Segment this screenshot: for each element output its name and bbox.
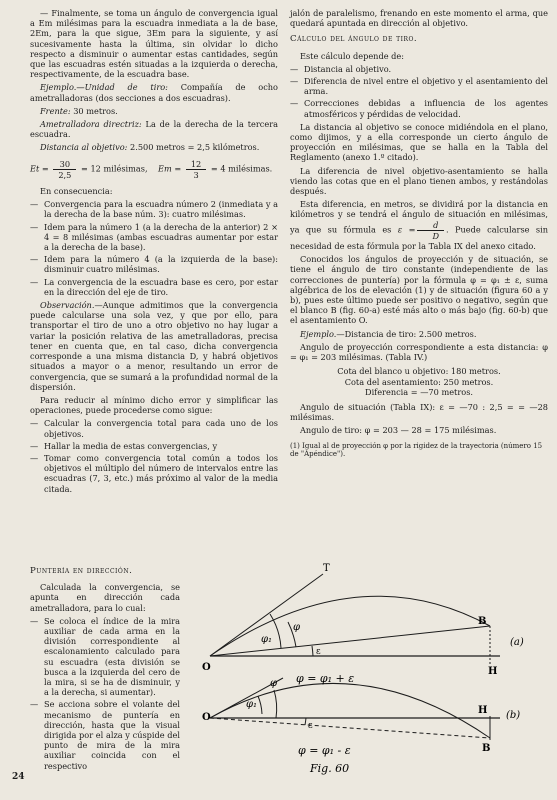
observacion-label: Observación.: [40, 300, 95, 311]
fig-a-label-T: T: [323, 563, 330, 574]
fig-b-label-B: B: [482, 743, 491, 754]
fig-a-label-H: H: [488, 666, 498, 677]
list-item: — Idem para la número 4 (a la izquierda de la base): disminuir cuatro milésimas.: [30, 254, 278, 274]
situacion-text-a: Esta diferencia, en metros, se dividirá por la distancia en kilómetros y se tendrá el ángulo de situación en milésimas, ya que su fórmula es: [290, 199, 548, 235]
fig-b-tag: (b): [506, 710, 521, 721]
punteria-paragraph: Calculada la convergencia, se apunta en dirección cada ametralladora, para lo cual:: [30, 582, 180, 613]
example-label: Ejemplo.: [40, 82, 77, 93]
list-item: — Idem para la número 1 (a la derecha de la anterior) 2 × 4 = 8 milésimas (ambas escuadras aumentar por estar a la derecha de la base).: [30, 222, 278, 253]
fig-a-label-B: B: [478, 616, 487, 627]
cota-diferencia: Diferencia = —70 metros.: [365, 386, 473, 397]
distancia-paragraph: La distancia al objetivo se conoce midiéndola en el plano, como dijimos, y a ella corresponde un cierto ángulo de proyección en milésimas, que se halla en la Tabla del Reglamento (anexo 1.º citado).: [290, 121, 548, 163]
section-title-punteria: Puntería en dirección.: [30, 566, 133, 576]
page-number: 24: [12, 772, 25, 782]
depende-line: Este cálculo depende de:: [300, 50, 404, 61]
fig-b-label-O: O: [202, 712, 211, 723]
fig-b-arc-phi: [258, 696, 262, 714]
example-right: [290, 329, 548, 339]
unidad-text: Compañía de ocho ametralladoras (dos secciones a dos escuadras).: [30, 82, 278, 103]
distancia-line: [30, 142, 278, 152]
example-unidad: [30, 82, 278, 102]
fig-b-line-of-site: [210, 718, 490, 738]
eq1-fraction: [53, 159, 76, 180]
right-column: [290, 8, 548, 459]
equation-et-em: [30, 159, 278, 180]
list-item: — Calcular la convergencia total para cada uno de los objetivos.: [30, 418, 278, 438]
fig-b-trajectory: [210, 683, 490, 738]
angulos-paragraph: Conocidos los ángulos de proyección y de situación, se tiene el ángulo de tiro constante (independiente de las correcciones de puntería) por la fórmula φ = φ₁ ± ε, suma algébrica de los de elevación (1) y de situación (figura 60 a y b), pues este último puede ser positivo o negativo, según que el blanco B (fig. 60-a) esté más alto o más bajo (fig. 60-b) que el asentamiento O.: [290, 254, 548, 326]
fig-b-formula: φ = φ₁ - ε: [298, 744, 351, 757]
consecuencia-line: En consecuencia:: [40, 186, 113, 197]
example-label-right: Ejemplo.: [300, 328, 337, 339]
convergence-list: [30, 199, 278, 297]
situacion-numerator: d: [417, 220, 444, 231]
eq2-denominator: 3: [193, 169, 199, 180]
list-item: — Convergencia para la escuadra número 2 (inmediata y a la derecha de la base núm. 3): cuatro milésimas.: [30, 199, 278, 219]
unidad-label: —Unidad de tiro:: [76, 82, 168, 93]
list-item: — Tomar como convergencia total común a todos los objetivos el múltiplo del número de intervalos entre las escuadras (7, 3, etc.) más próximo al valor de la media citada.: [30, 453, 278, 494]
frente-text: 30 metros.: [70, 105, 118, 116]
cota-asentamiento: Cota del asentamiento: 250 metros.: [344, 376, 494, 387]
distancia-text: 2.500 metros = 2,5 kilómetros.: [127, 142, 260, 153]
punteria-list: [30, 616, 180, 771]
observacion-paragraph: [30, 300, 278, 392]
left-column: [30, 8, 278, 497]
fig-a-tag: (a): [510, 637, 524, 648]
fig-b-label-H: H: [478, 705, 488, 716]
example-text-right: —Distancia de tiro: 2.500 metros.: [336, 328, 477, 339]
list-item: — Diferencia de nivel entre el objetivo y el asentamiento del arma.: [290, 76, 548, 96]
left-bottom-column: [30, 560, 180, 774]
fig-a-arc-eps: [312, 646, 313, 656]
list-item: — La convergencia de la escuadra base es cero, por estar en la dirección del eje de tiro.: [30, 277, 278, 297]
epsilon-lhs: ε =: [397, 224, 416, 235]
section-title-calculo: Cálculo del ángulo de tiro.: [290, 34, 418, 45]
factors-list: [290, 64, 548, 119]
eq1-rhs: = 12 milésimas,: [80, 163, 148, 174]
observacion-text: —Aunque admitimos que la convergencia puede calcularse una sola vez, y que por ello, para transportar el tiro de uno a otro objetivo no hay lugar a variar la posición relativa de las ametralladoras, precisa tener en cuenta que, en tal caso, dicha convergencia corresponde a una misma distancia D, y habrá objetivos situados a mayor o a menor, resultando un error de convergencia, que se sumará a la profundidad normal de la dispersión.: [30, 300, 278, 392]
fig-b-arc-phi1: [274, 690, 277, 718]
proyeccion-paragraph: Angulo de proyección correspondiente a esta distancia: φ = φ₁ = 203 milésimas. (Tabla IV.): [290, 341, 548, 363]
eq2-lhs: Em =: [158, 163, 182, 174]
angulo-situacion: Angulo de situación (Tabla IX): ε = —70 : 2,5 = = —28 milésimas.: [290, 401, 548, 423]
eq1-denominator: 2,5: [58, 169, 72, 180]
continuation-paragraph: jalón de paralelismo, frenando en este momento el arma, que quedará apuntada en dirección al objetivo.: [290, 8, 548, 29]
fig-a-formula: φ = φ₁ + ε: [296, 672, 355, 685]
figure-60: [188, 560, 548, 780]
situacion-denominator: D: [432, 230, 440, 241]
ametralladora-label: Ametralladora directriz:: [40, 119, 142, 130]
situacion-text-b: . Puede calcularse sin necesidad de esta fórmula por la Tabla IX del anexo citado.: [290, 224, 549, 252]
situacion-paragraph: [290, 199, 548, 251]
fig-a-label-phi1: φ₁: [261, 634, 273, 645]
eq2-numerator: 12: [186, 159, 206, 170]
frente-label: Frente:: [40, 105, 71, 116]
footnote: (1) Igual al de proyección φ por la rigidez de la trayectoria (número 15 de "Apéndice").: [290, 441, 543, 459]
procedure-list: [30, 418, 278, 493]
eq2-rhs: = 4 milésimas.: [210, 163, 273, 174]
fig-a-label-eps: ε: [316, 647, 321, 657]
eq2-fraction: [186, 159, 206, 180]
list-item: — Se coloca el índice de la mira auxiliar de cada arma en la división correspondiente al escalonamiento calculado para su escuadra (esta división se busca a la izquierda del cero de la mira, si se ha de disminuir, y a la derecha, si aumentar).: [30, 616, 180, 698]
fig-b-label-eps: ε: [308, 721, 313, 731]
distancia-label: Distancia al objetivo:: [40, 142, 128, 153]
list-item: — Correcciones debidas a influencia de los agentes atmosféricos y pérdidas de velocidad.: [290, 98, 548, 118]
situacion-fraction: [417, 220, 444, 241]
eq1-lhs: Et =: [30, 163, 49, 174]
list-item: — Distancia al objetivo.: [290, 64, 548, 74]
fig-b-label-phi: φ: [270, 678, 278, 689]
paragraph-finalmente: — Finalmente, se toma un ángulo de convergencia igual a Em milésimas para la escuadra inmediata a la de base, 2Em, para la que sigue, 3Em para la siguiente, y así sucesivamente hasta la última, sin olvidar lo dicho respecto a disminuir o aumentar estas cantidades, según que las escuadras estén situadas a la izquierda o derecha, respectivamente, de la escuadra base.: [30, 8, 278, 80]
ametralladora-line: [30, 119, 278, 139]
reducir-paragraph: Para reducir al mínimo dicho error y simplificar las operaciones, puede procederse como sigue:: [30, 394, 278, 416]
angulo-tiro: Angulo de tiro: φ = 203 — 28 = 175 milésimas.: [300, 425, 497, 436]
fig-a-label-phi: φ: [293, 622, 301, 633]
nivel-paragraph: La diferencia de nivel objetivo-asentamiento se halla viendo las cotas que en el plano tienen ambos, y restándolas después.: [290, 165, 548, 197]
list-item: — Hallar la media de estas convergencias, y: [30, 441, 278, 451]
frente-line: [30, 106, 278, 116]
list-item: — Se acciona sobre el volante del mecanismo de puntería en dirección, hasta que la visual dirigida por el alza y cúspide del punto de mira de la mira auxiliar coincida con el respectivo: [30, 699, 180, 770]
eq1-numerator: 30: [53, 159, 76, 170]
cota-blanco: Cota del blanco u objetivo: 180 metros.: [337, 366, 501, 377]
fig-a-label-O: O: [202, 662, 211, 673]
ametralladora-text: La de la derecha de la tercera escuadra.: [30, 119, 278, 140]
fig-b-label-phi1: φ₁: [246, 699, 258, 710]
figure-caption: Fig. 60: [310, 762, 350, 775]
fig-b-arc-eps: [305, 718, 306, 725]
